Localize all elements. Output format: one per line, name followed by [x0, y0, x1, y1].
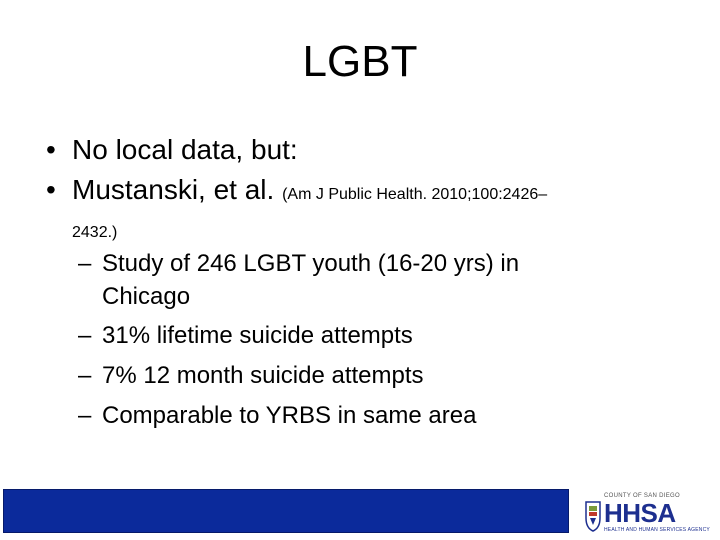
sub-bullet-marker: –	[78, 362, 92, 389]
sub-bullet-marker: –	[78, 250, 92, 277]
sub-bullet-marker: –	[78, 402, 92, 429]
footer-bar	[3, 489, 569, 533]
citation: (Am J Public Health. 2010;100:2426–	[282, 186, 548, 203]
citation-cont: 2432.)	[72, 224, 118, 241]
logo-wordmark: HHSA	[604, 498, 676, 528]
bullet-text: No local data, but:	[72, 134, 298, 165]
bullet-marker: •	[46, 134, 56, 165]
sub-bullet-text-cont: Chicago	[102, 283, 191, 310]
logo-subtitle: HEALTH AND HUMAN SERVICES AGENCY	[604, 527, 710, 533]
bullet-marker: •	[46, 174, 56, 205]
slide-title: LGBT	[302, 37, 418, 86]
sub-bullet-continuation	[102, 283, 190, 311]
sub-bullet-text: 7% 12 month suicide attempts	[102, 362, 424, 389]
county-seal-icon	[584, 498, 602, 532]
sub-bullet-text: 31% lifetime suicide attempts	[102, 322, 413, 349]
sub-bullet-marker: –	[78, 322, 92, 349]
sub-bullet-text: Study of 246 LGBT youth (16-20 yrs) in	[102, 250, 520, 277]
citation-continuation	[72, 212, 117, 249]
sub-bullet-text: Comparable to YRBS in same area	[102, 402, 477, 429]
hhsa-logo	[584, 493, 712, 535]
bullet-text: Mustanski, et al.	[72, 174, 275, 205]
logo-county-text: COUNTY OF SAN DIEGO	[604, 493, 680, 499]
